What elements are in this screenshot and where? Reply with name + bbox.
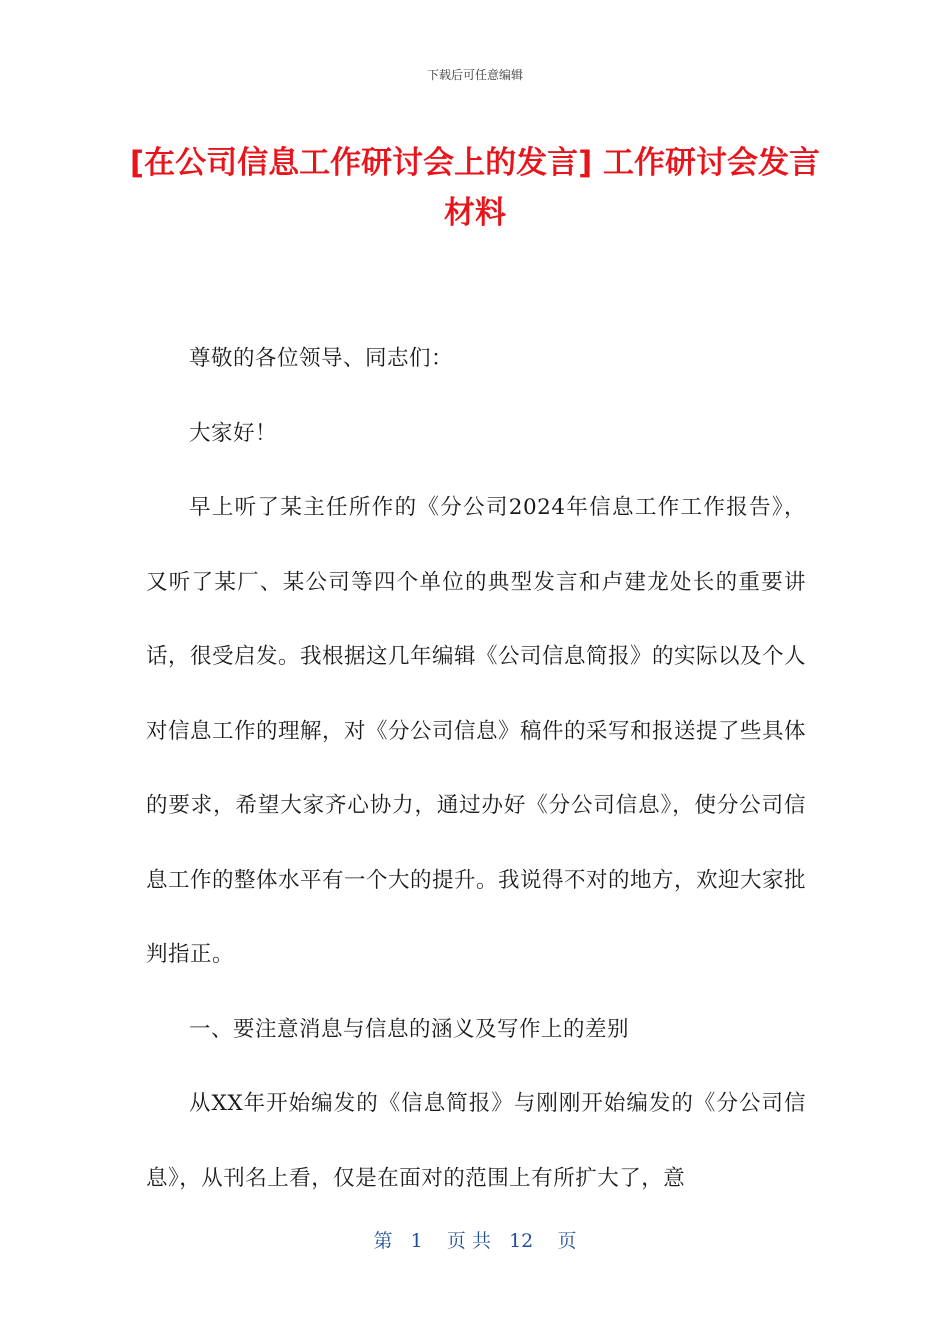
paragraph-section-1: 从XX年开始编发的《信息简报》与刚刚开始编发的《分公司信息》，从刊名上看，仅是在面对的范围上有所扩大了，意 bbox=[146, 1091, 806, 1191]
footer-suffix: 页 bbox=[557, 1230, 577, 1252]
footer-total-pages: 12 bbox=[509, 1230, 534, 1252]
footer-prefix: 第 bbox=[373, 1230, 393, 1252]
document-title: [在公司信息工作研讨会上的发言] 工作研讨会发言材料 bbox=[129, 145, 821, 231]
paragraph-greeting: 大家好！ bbox=[189, 420, 278, 446]
section-heading-1: 一、要注意消息与信息的涵义及写作上的差别 bbox=[189, 1016, 630, 1042]
document-body bbox=[146, 322, 806, 1216]
page-footer bbox=[0, 1226, 950, 1253]
paragraph-intro: 早上听了某主任所作的《分公司2024年信息工作工作报告》，又听了某厂、某公司等四个单位的典型发言和卢建龙处长的重要讲话，很受启发。我根据这几年编辑《公司信息简报》的实际以及个人对信息工作的理解，对《分公司信息》稿件的采写和报送提了些具体的要求，希望大家齐心协力，通过办好《分公司信息》，使分公司信息工作的整体水平有一个大的提升。我说得不对的地方，欢迎大家批判指正。 bbox=[146, 495, 807, 967]
footer-middle: 页 共 bbox=[446, 1230, 491, 1252]
footer-page-number: 1 bbox=[410, 1230, 423, 1252]
paragraph-salutation: 尊敬的各位领导、同志们： bbox=[189, 346, 454, 371]
header-note: 下载后可任意编辑 bbox=[426, 68, 523, 82]
